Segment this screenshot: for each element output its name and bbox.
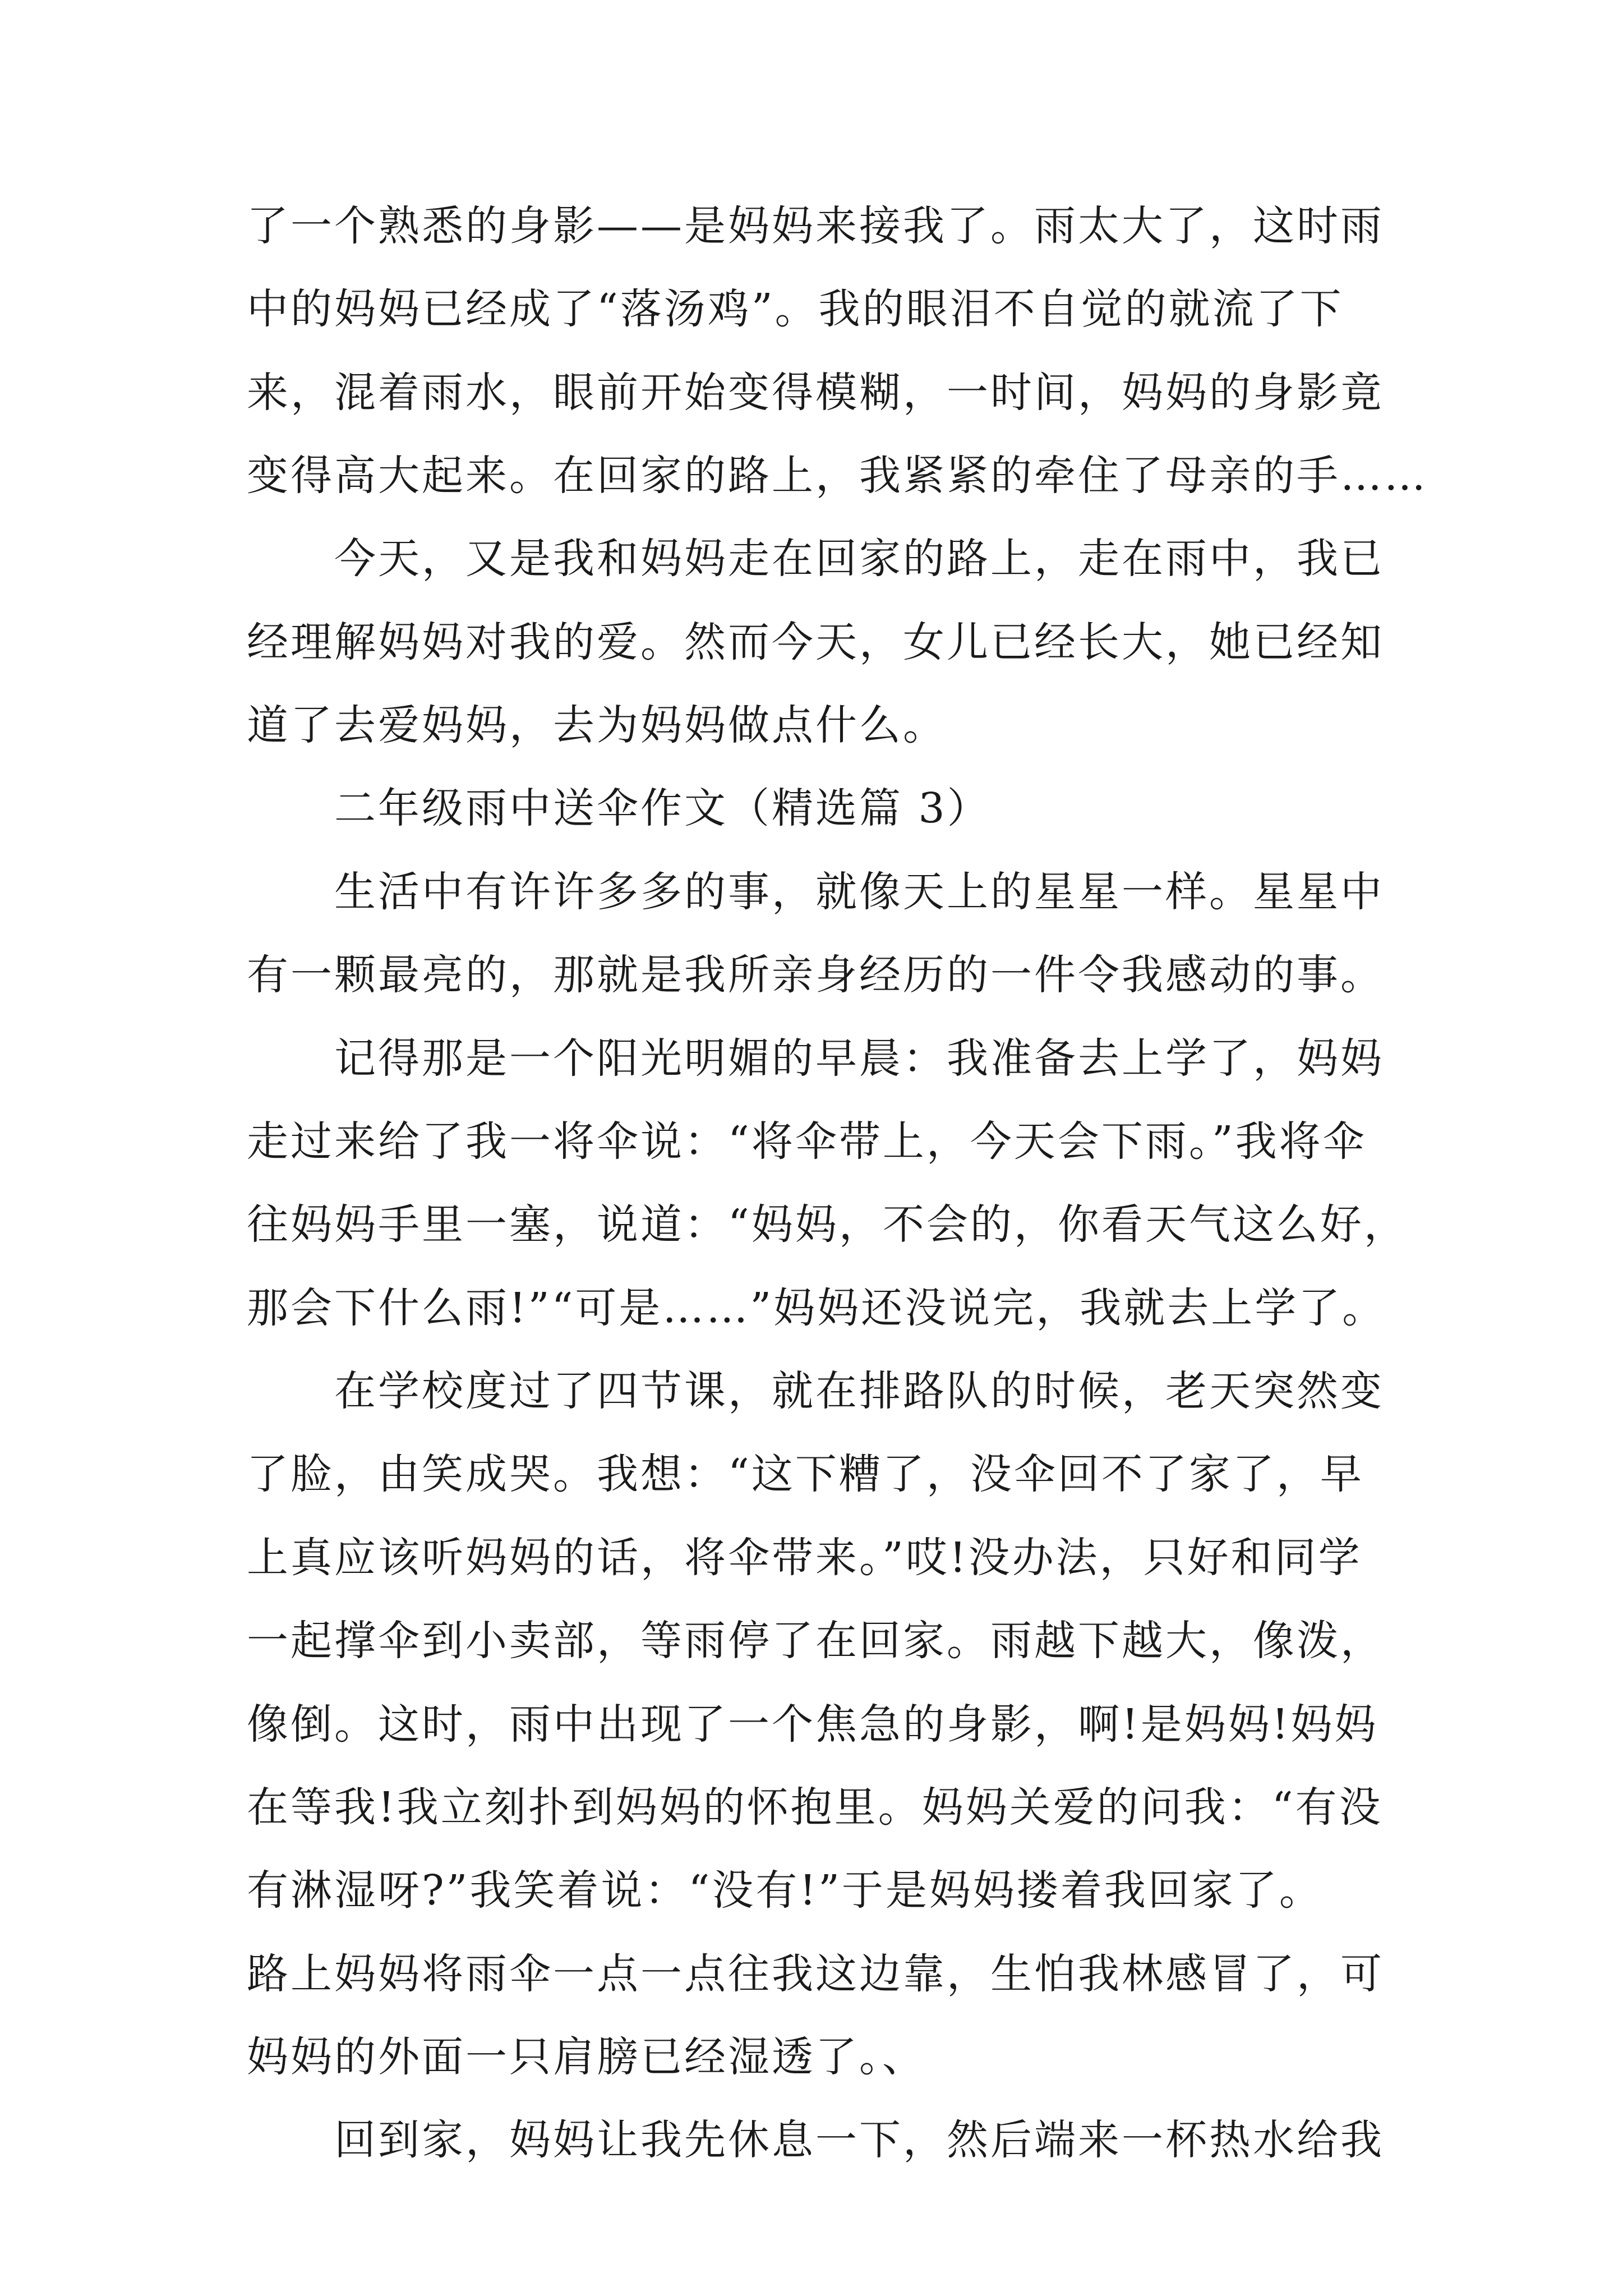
paragraph-first-line: 生活中有许许多多的事，就像天上的星星一样。星星中 [334, 868, 1384, 916]
paragraph-first-line: 今天，又是我和妈妈走在回家的路上，走在雨中，我已 [334, 535, 1384, 583]
text-line: 往妈妈手里一塞，说道：“妈妈，不会的，你看天气这么好， [247, 1200, 1408, 1249]
text-line: 中的妈妈已经成了“落汤鸡”。我的眼泪不自觉的就流了下 [247, 285, 1344, 333]
text-line: 走过来给了我一将伞说：“将伞带上，今天会下雨。”我将伞 [247, 1117, 1367, 1166]
paragraph-first-line: 回到家，妈妈让我先休息一下，然后端来一杯热水给我 [334, 2116, 1384, 2164]
text-line: 妈妈的外面一只肩膀已经湿透了。、 [247, 2033, 926, 2081]
text-line: 了一个熟悉的身影——是妈妈来接我了。雨太大了，这时雨 [247, 202, 1384, 250]
text-line: 在等我!我立刻扑到妈妈的怀抱里。妈妈关爱的问我：“有没 [247, 1783, 1383, 1832]
text-line: 有一颗最亮的，那就是我所亲身经历的一件令我感动的事。 [247, 951, 1384, 999]
text-line: 有淋湿呀?”我笑着说：“没有!”于是妈妈搂着我回家了。 [247, 1866, 1323, 1915]
text-line: 经理解妈妈对我的爱。然而今天，女儿已经长大，她已经知 [247, 618, 1384, 666]
text-line: 像倒。这时，雨中出现了一个焦急的身影，啊!是妈妈!妈妈 [247, 1700, 1378, 1749]
paragraph-first-line: 在学校度过了四节课，就在排路队的时候，老天突然变 [334, 1367, 1384, 1415]
text-line: 那会下什么雨!”“可是……”妈妈还没说完，我就去上学了。 [247, 1284, 1386, 1332]
text-line: 路上妈妈将雨伞一点一点往我这边靠，生怕我林感冒了，可 [247, 1950, 1384, 1998]
section-heading: 二年级雨中送伞作文（精选篇 3） [334, 784, 991, 832]
text-line: 来，混着雨水，眼前开始变得模糊，一时间，妈妈的身影竟 [247, 369, 1384, 417]
text-line: 一起撑伞到小卖部，等雨停了在回家。雨越下越大，像泼， [247, 1617, 1384, 1665]
text-line: 上真应该听妈妈的话，将伞带来。”哎!没办法，只好和同学 [247, 1534, 1362, 1582]
paragraph-first-line: 记得那是一个阳光明媚的早晨：我准备去上学了，妈妈 [334, 1034, 1384, 1083]
text-line: 变得高大起来。在回家的路上，我紧紧的牵住了母亲的手…… [247, 452, 1428, 500]
text-line: 道了去爱妈妈，去为妈妈做点什么。 [247, 701, 947, 749]
text-line: 了脸，由笑成哭。我想：“这下糟了，没伞回不了家了，早 [247, 1450, 1364, 1498]
